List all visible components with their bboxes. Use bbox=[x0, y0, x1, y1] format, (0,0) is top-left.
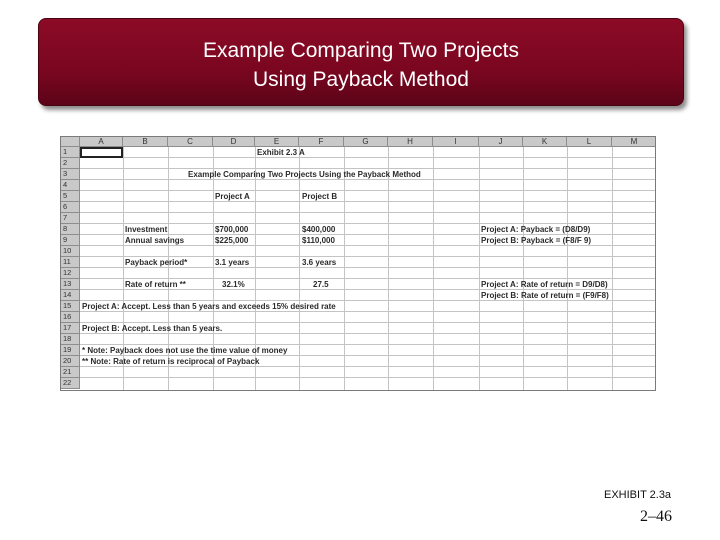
title-line-1: Example Comparing Two Projects bbox=[203, 39, 519, 62]
row-header[interactable]: 21 bbox=[61, 367, 80, 378]
grid-line bbox=[80, 223, 656, 224]
cell-formula-ror-b[interactable]: Project B: Rate of return = (F9/F8) bbox=[481, 291, 609, 300]
grid-line bbox=[80, 212, 656, 213]
row-header[interactable]: 17 bbox=[61, 323, 80, 334]
row-header[interactable]: 14 bbox=[61, 290, 80, 301]
column-header-e[interactable]: E bbox=[255, 137, 299, 147]
row-header[interactable]: 11 bbox=[61, 257, 80, 268]
cell-project-b-header[interactable]: Project B bbox=[302, 192, 338, 201]
active-cell-selection[interactable] bbox=[80, 147, 123, 158]
grid-line bbox=[80, 377, 656, 378]
select-all-corner[interactable] bbox=[61, 137, 80, 147]
grid-line bbox=[80, 168, 656, 169]
column-header-j[interactable]: J bbox=[479, 137, 523, 147]
cell-note-1[interactable]: * Note: Payback does not use the time value of money bbox=[82, 346, 288, 355]
column-header-a[interactable]: A bbox=[80, 137, 123, 147]
row-header[interactable]: 7 bbox=[61, 213, 80, 224]
column-header-f[interactable]: F bbox=[299, 137, 344, 147]
title-banner bbox=[38, 18, 684, 106]
cell-project-a-header[interactable]: Project A bbox=[215, 192, 250, 201]
cell-conclusion-a[interactable]: Project A: Accept. Less than 5 years and exceeds 15% desired rate bbox=[82, 302, 336, 311]
cell-formula-payback-b[interactable]: Project B: Payback = (F8/F 9) bbox=[481, 236, 592, 245]
row-header[interactable]: 6 bbox=[61, 202, 80, 213]
column-header-b[interactable]: B bbox=[123, 137, 168, 147]
cell-savings-a[interactable]: $225,000 bbox=[215, 236, 249, 245]
row-header[interactable]: 4 bbox=[61, 180, 80, 191]
cell-payback-label[interactable]: Payback period* bbox=[125, 258, 188, 267]
title-line-2: Using Payback Method bbox=[253, 68, 469, 91]
column-header-h[interactable]: H bbox=[388, 137, 433, 147]
cell-savings-b[interactable]: $110,000 bbox=[302, 236, 335, 245]
row-header[interactable]: 13 bbox=[61, 279, 80, 290]
row-header[interactable]: 1 bbox=[61, 147, 80, 158]
cell-ror-b[interactable]: 27.5 bbox=[313, 280, 329, 289]
column-header-l[interactable]: L bbox=[567, 137, 612, 147]
row-header[interactable]: 5 bbox=[61, 191, 80, 202]
cell-ror-a[interactable]: 32.1% bbox=[222, 280, 245, 289]
cell-exhibit-title[interactable]: Exhibit 2.3 A bbox=[257, 148, 305, 157]
cell-payback-a[interactable]: 3.1 years bbox=[215, 258, 250, 267]
row-header[interactable]: 16 bbox=[61, 312, 80, 323]
row-header[interactable]: 22 bbox=[61, 378, 80, 389]
column-header-g[interactable]: G bbox=[344, 137, 388, 147]
grid-line bbox=[80, 201, 656, 202]
column-header-c[interactable]: C bbox=[168, 137, 213, 147]
grid-line bbox=[80, 157, 656, 158]
row-header[interactable]: 19 bbox=[61, 345, 80, 356]
column-header-d[interactable]: D bbox=[213, 137, 255, 147]
row-header[interactable]: 8 bbox=[61, 224, 80, 235]
column-header-k[interactable]: K bbox=[523, 137, 567, 147]
grid-line bbox=[80, 278, 656, 279]
row-header[interactable]: 9 bbox=[61, 235, 80, 246]
row-header[interactable]: 20 bbox=[61, 356, 80, 367]
cell-conclusion-b[interactable]: Project B: Accept. Less than 5 years. bbox=[82, 324, 223, 333]
row-header[interactable]: 10 bbox=[61, 246, 80, 257]
row-header[interactable]: 3 bbox=[61, 169, 80, 180]
cell-ror-label[interactable]: Rate of return ** bbox=[125, 280, 186, 289]
row-header[interactable]: 12 bbox=[61, 268, 80, 279]
grid-line bbox=[80, 256, 656, 257]
cell-sheet-title[interactable]: Example Comparing Two Projects Using the Payback Method bbox=[188, 170, 421, 179]
grid-line bbox=[80, 322, 656, 323]
cell-savings-label[interactable]: Annual savings bbox=[125, 236, 185, 245]
page-number: 2–46 bbox=[640, 508, 672, 525]
grid-line bbox=[80, 190, 656, 191]
cell-note-2[interactable]: ** Note: Rate of return is reciprocal of Payback bbox=[82, 357, 260, 366]
cell-formula-payback-a[interactable]: Project A: Payback = (D8/D9) bbox=[481, 225, 591, 234]
exhibit-label: EXHIBIT 2.3a bbox=[604, 489, 672, 501]
column-header-i[interactable]: I bbox=[433, 137, 479, 147]
cell-formula-ror-a[interactable]: Project A: Rate of return = D9/D8) bbox=[481, 280, 608, 289]
cell-payback-b[interactable]: 3.6 years bbox=[302, 258, 337, 267]
grid-line bbox=[80, 344, 656, 345]
cell-investment-b[interactable]: $400,000 bbox=[302, 225, 336, 234]
column-header-m[interactable]: M bbox=[612, 137, 656, 147]
cell-investment-a[interactable]: $700,000 bbox=[215, 225, 249, 234]
row-header[interactable]: 2 bbox=[61, 158, 80, 169]
cell-investment-label[interactable]: Investment bbox=[125, 225, 168, 234]
spreadsheet-image bbox=[60, 136, 656, 391]
row-header[interactable]: 15 bbox=[61, 301, 80, 312]
row-header[interactable]: 18 bbox=[61, 334, 80, 345]
